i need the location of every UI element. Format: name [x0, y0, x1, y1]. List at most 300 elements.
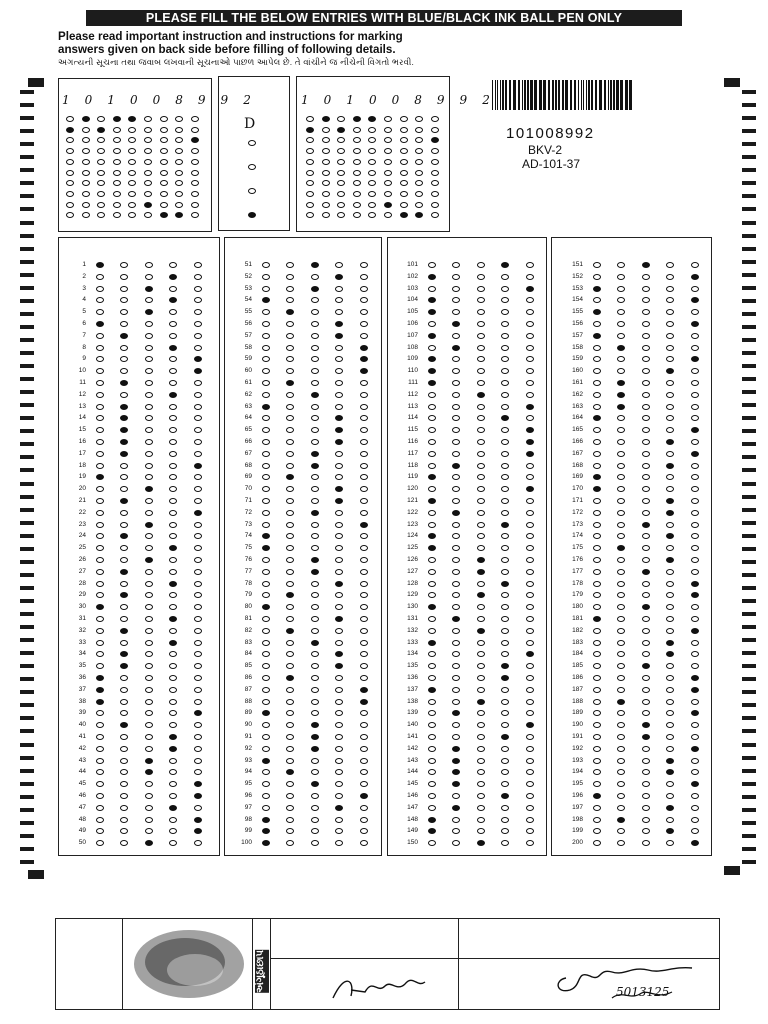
- answer-bubble[interactable]: [145, 415, 153, 421]
- answer-bubble[interactable]: [286, 486, 294, 492]
- answer-bubble[interactable]: [335, 604, 343, 610]
- answer-bubble[interactable]: [642, 463, 650, 469]
- answer-bubble[interactable]: [691, 533, 699, 539]
- answer-bubble[interactable]: [501, 793, 509, 799]
- answer-bubble[interactable]: [526, 769, 534, 775]
- booklet-digit-bubble[interactable]: [415, 127, 423, 133]
- answer-bubble[interactable]: [96, 675, 104, 681]
- answer-bubble[interactable]: [335, 498, 343, 504]
- answer-bubble[interactable]: [96, 286, 104, 292]
- answer-bubble[interactable]: [194, 840, 202, 846]
- answer-bubble[interactable]: [477, 781, 485, 787]
- roll-digit-bubble[interactable]: [128, 116, 136, 122]
- answer-bubble[interactable]: [360, 345, 368, 351]
- answer-bubble[interactable]: [428, 274, 436, 280]
- answer-bubble[interactable]: [169, 687, 177, 693]
- answer-bubble[interactable]: [452, 769, 460, 775]
- roll-digit-bubble[interactable]: [97, 127, 105, 133]
- answer-bubble[interactable]: [262, 439, 270, 445]
- roll-digit-bubble[interactable]: [97, 148, 105, 154]
- answer-bubble[interactable]: [120, 581, 128, 587]
- answer-bubble[interactable]: [617, 286, 625, 292]
- answer-bubble[interactable]: [262, 345, 270, 351]
- booklet-digit-bubble[interactable]: [353, 116, 361, 122]
- answer-bubble[interactable]: [311, 687, 319, 693]
- answer-bubble[interactable]: [194, 474, 202, 480]
- booklet-digit-bubble[interactable]: [384, 127, 392, 133]
- answer-bubble[interactable]: [477, 474, 485, 480]
- answer-bubble[interactable]: [145, 427, 153, 433]
- answer-bubble[interactable]: [360, 604, 368, 610]
- answer-bubble[interactable]: [642, 415, 650, 421]
- answer-bubble[interactable]: [452, 274, 460, 280]
- roll-digit-bubble[interactable]: [160, 170, 168, 176]
- answer-bubble[interactable]: [169, 309, 177, 315]
- answer-bubble[interactable]: [194, 734, 202, 740]
- answer-bubble[interactable]: [501, 262, 509, 268]
- answer-bubble[interactable]: [501, 545, 509, 551]
- answer-bubble[interactable]: [691, 451, 699, 457]
- answer-bubble[interactable]: [194, 286, 202, 292]
- answer-bubble[interactable]: [691, 262, 699, 268]
- answer-bubble[interactable]: [452, 368, 460, 374]
- answer-bubble[interactable]: [593, 439, 601, 445]
- answer-bubble[interactable]: [501, 817, 509, 823]
- answer-bubble[interactable]: [286, 404, 294, 410]
- answer-bubble[interactable]: [593, 675, 601, 681]
- answer-bubble[interactable]: [691, 781, 699, 787]
- answer-bubble[interactable]: [145, 840, 153, 846]
- answer-bubble[interactable]: [311, 297, 319, 303]
- answer-bubble[interactable]: [96, 309, 104, 315]
- roll-digit-bubble[interactable]: [66, 137, 74, 143]
- answer-bubble[interactable]: [145, 368, 153, 374]
- booklet-digit-bubble[interactable]: [337, 170, 345, 176]
- answer-bubble[interactable]: [286, 628, 294, 634]
- answer-bubble[interactable]: [642, 274, 650, 280]
- answer-bubble[interactable]: [666, 297, 674, 303]
- roll-digit-bubble[interactable]: [82, 148, 90, 154]
- answer-bubble[interactable]: [526, 368, 534, 374]
- answer-bubble[interactable]: [642, 699, 650, 705]
- answer-bubble[interactable]: [169, 404, 177, 410]
- answer-bubble[interactable]: [145, 533, 153, 539]
- answer-bubble[interactable]: [428, 333, 436, 339]
- roll-digit-bubble[interactable]: [113, 212, 121, 218]
- answer-bubble[interactable]: [335, 592, 343, 598]
- answer-bubble[interactable]: [526, 262, 534, 268]
- answer-bubble[interactable]: [593, 781, 601, 787]
- answer-bubble[interactable]: [691, 463, 699, 469]
- roll-digit-bubble[interactable]: [113, 127, 121, 133]
- answer-bubble[interactable]: [428, 427, 436, 433]
- answer-bubble[interactable]: [96, 380, 104, 386]
- answer-bubble[interactable]: [286, 333, 294, 339]
- answer-bubble[interactable]: [593, 333, 601, 339]
- answer-bubble[interactable]: [120, 805, 128, 811]
- roll-digit-bubble[interactable]: [175, 191, 183, 197]
- roll-digit-bubble[interactable]: [113, 170, 121, 176]
- answer-bubble[interactable]: [145, 522, 153, 528]
- answer-bubble[interactable]: [360, 687, 368, 693]
- answer-bubble[interactable]: [311, 769, 319, 775]
- answer-bubble[interactable]: [691, 581, 699, 587]
- answer-bubble[interactable]: [691, 309, 699, 315]
- answer-bubble[interactable]: [593, 309, 601, 315]
- answer-bubble[interactable]: [360, 286, 368, 292]
- booklet-digit-bubble[interactable]: [368, 127, 376, 133]
- answer-bubble[interactable]: [96, 699, 104, 705]
- answer-bubble[interactable]: [526, 604, 534, 610]
- answer-bubble[interactable]: [286, 557, 294, 563]
- answer-bubble[interactable]: [286, 592, 294, 598]
- answer-bubble[interactable]: [169, 592, 177, 598]
- answer-bubble[interactable]: [617, 404, 625, 410]
- answer-bubble[interactable]: [642, 687, 650, 693]
- answer-bubble[interactable]: [666, 817, 674, 823]
- answer-bubble[interactable]: [526, 616, 534, 622]
- answer-bubble[interactable]: [501, 474, 509, 480]
- answer-bubble[interactable]: [428, 356, 436, 362]
- booklet-digit-bubble[interactable]: [368, 116, 376, 122]
- answer-bubble[interactable]: [311, 604, 319, 610]
- answer-bubble[interactable]: [169, 474, 177, 480]
- answer-bubble[interactable]: [120, 380, 128, 386]
- answer-bubble[interactable]: [428, 415, 436, 421]
- answer-bubble[interactable]: [452, 309, 460, 315]
- answer-bubble[interactable]: [286, 345, 294, 351]
- answer-bubble[interactable]: [311, 828, 319, 834]
- answer-bubble[interactable]: [96, 817, 104, 823]
- answer-bubble[interactable]: [526, 663, 534, 669]
- answer-bubble[interactable]: [593, 262, 601, 268]
- answer-bubble[interactable]: [666, 392, 674, 398]
- answer-bubble[interactable]: [691, 604, 699, 610]
- answer-bubble[interactable]: [452, 746, 460, 752]
- answer-bubble[interactable]: [194, 486, 202, 492]
- answer-bubble[interactable]: [360, 840, 368, 846]
- answer-bubble[interactable]: [617, 274, 625, 280]
- answer-bubble[interactable]: [617, 828, 625, 834]
- roll-digit-bubble[interactable]: [160, 127, 168, 133]
- answer-bubble[interactable]: [311, 356, 319, 362]
- booklet-digit-bubble[interactable]: [415, 191, 423, 197]
- answer-bubble[interactable]: [593, 415, 601, 421]
- answer-bubble[interactable]: [145, 628, 153, 634]
- answer-bubble[interactable]: [96, 545, 104, 551]
- roll-digit-bubble[interactable]: [66, 116, 74, 122]
- answer-bubble[interactable]: [666, 781, 674, 787]
- answer-bubble[interactable]: [501, 781, 509, 787]
- answer-bubble[interactable]: [360, 415, 368, 421]
- answer-bubble[interactable]: [120, 710, 128, 716]
- roll-digit-bubble[interactable]: [97, 180, 105, 186]
- booklet-digit-bubble[interactable]: [353, 159, 361, 165]
- answer-bubble[interactable]: [642, 297, 650, 303]
- answer-bubble[interactable]: [428, 286, 436, 292]
- answer-bubble[interactable]: [428, 262, 436, 268]
- answer-bubble[interactable]: [428, 533, 436, 539]
- answer-bubble[interactable]: [593, 498, 601, 504]
- answer-bubble[interactable]: [194, 616, 202, 622]
- answer-bubble[interactable]: [477, 828, 485, 834]
- answer-bubble[interactable]: [526, 286, 534, 292]
- answer-bubble[interactable]: [526, 510, 534, 516]
- answer-bubble[interactable]: [593, 380, 601, 386]
- series-option-bubble[interactable]: [248, 140, 256, 146]
- answer-bubble[interactable]: [666, 758, 674, 764]
- answer-bubble[interactable]: [642, 439, 650, 445]
- roll-digit-bubble[interactable]: [175, 159, 183, 165]
- booklet-digit-bubble[interactable]: [368, 202, 376, 208]
- answer-bubble[interactable]: [452, 581, 460, 587]
- booklet-digit-bubble[interactable]: [400, 116, 408, 122]
- answer-bubble[interactable]: [666, 628, 674, 634]
- answer-bubble[interactable]: [452, 758, 460, 764]
- roll-digit-bubble[interactable]: [82, 180, 90, 186]
- answer-bubble[interactable]: [593, 297, 601, 303]
- answer-bubble[interactable]: [593, 805, 601, 811]
- answer-bubble[interactable]: [360, 510, 368, 516]
- answer-bubble[interactable]: [145, 297, 153, 303]
- booklet-digit-bubble[interactable]: [337, 148, 345, 154]
- answer-bubble[interactable]: [428, 628, 436, 634]
- roll-digit-bubble[interactable]: [175, 116, 183, 122]
- answer-bubble[interactable]: [642, 522, 650, 528]
- answer-bubble[interactable]: [311, 321, 319, 327]
- answer-bubble[interactable]: [691, 769, 699, 775]
- answer-bubble[interactable]: [360, 781, 368, 787]
- answer-bubble[interactable]: [666, 592, 674, 598]
- answer-bubble[interactable]: [194, 333, 202, 339]
- roll-digit-bubble[interactable]: [160, 148, 168, 154]
- answer-bubble[interactable]: [120, 533, 128, 539]
- answer-bubble[interactable]: [593, 793, 601, 799]
- answer-bubble[interactable]: [691, 522, 699, 528]
- booklet-digit-bubble[interactable]: [400, 137, 408, 143]
- answer-bubble[interactable]: [428, 687, 436, 693]
- answer-bubble[interactable]: [360, 699, 368, 705]
- answer-bubble[interactable]: [477, 817, 485, 823]
- answer-bubble[interactable]: [477, 345, 485, 351]
- roll-digit-bubble[interactable]: [175, 180, 183, 186]
- answer-bubble[interactable]: [666, 309, 674, 315]
- answer-bubble[interactable]: [286, 663, 294, 669]
- answer-bubble[interactable]: [120, 415, 128, 421]
- roll-digit-bubble[interactable]: [128, 212, 136, 218]
- answer-bubble[interactable]: [262, 309, 270, 315]
- answer-bubble[interactable]: [169, 746, 177, 752]
- answer-bubble[interactable]: [169, 439, 177, 445]
- answer-bubble[interactable]: [617, 545, 625, 551]
- answer-bubble[interactable]: [452, 533, 460, 539]
- answer-bubble[interactable]: [96, 734, 104, 740]
- booklet-digit-bubble[interactable]: [306, 137, 314, 143]
- answer-bubble[interactable]: [642, 557, 650, 563]
- answer-bubble[interactable]: [169, 486, 177, 492]
- answer-bubble[interactable]: [593, 474, 601, 480]
- answer-bubble[interactable]: [311, 592, 319, 598]
- answer-bubble[interactable]: [120, 828, 128, 834]
- answer-bubble[interactable]: [642, 651, 650, 657]
- answer-bubble[interactable]: [311, 262, 319, 268]
- answer-bubble[interactable]: [360, 368, 368, 374]
- answer-bubble[interactable]: [120, 262, 128, 268]
- answer-bubble[interactable]: [96, 345, 104, 351]
- answer-bubble[interactable]: [262, 651, 270, 657]
- answer-bubble[interactable]: [360, 392, 368, 398]
- answer-bubble[interactable]: [617, 687, 625, 693]
- answer-bubble[interactable]: [642, 722, 650, 728]
- answer-bubble[interactable]: [477, 699, 485, 705]
- answer-bubble[interactable]: [642, 710, 650, 716]
- answer-bubble[interactable]: [262, 545, 270, 551]
- answer-bubble[interactable]: [477, 840, 485, 846]
- answer-bubble[interactable]: [501, 486, 509, 492]
- answer-bubble[interactable]: [428, 474, 436, 480]
- answer-bubble[interactable]: [286, 498, 294, 504]
- answer-bubble[interactable]: [145, 746, 153, 752]
- answer-bubble[interactable]: [96, 498, 104, 504]
- answer-bubble[interactable]: [335, 710, 343, 716]
- answer-bubble[interactable]: [286, 286, 294, 292]
- booklet-digit-bubble[interactable]: [337, 191, 345, 197]
- answer-bubble[interactable]: [335, 368, 343, 374]
- answer-bubble[interactable]: [96, 793, 104, 799]
- answer-bubble[interactable]: [96, 604, 104, 610]
- answer-bubble[interactable]: [360, 758, 368, 764]
- answer-bubble[interactable]: [96, 415, 104, 421]
- answer-bubble[interactable]: [335, 345, 343, 351]
- answer-bubble[interactable]: [120, 640, 128, 646]
- booklet-digit-bubble[interactable]: [368, 180, 376, 186]
- answer-bubble[interactable]: [526, 545, 534, 551]
- booklet-digit-bubble[interactable]: [337, 202, 345, 208]
- answer-bubble[interactable]: [526, 746, 534, 752]
- answer-bubble[interactable]: [477, 569, 485, 575]
- answer-bubble[interactable]: [642, 675, 650, 681]
- answer-bubble[interactable]: [593, 345, 601, 351]
- answer-bubble[interactable]: [452, 427, 460, 433]
- booklet-digit-bubble[interactable]: [368, 137, 376, 143]
- answer-bubble[interactable]: [169, 451, 177, 457]
- answer-bubble[interactable]: [526, 687, 534, 693]
- answer-bubble[interactable]: [360, 592, 368, 598]
- answer-bubble[interactable]: [452, 522, 460, 528]
- answer-bubble[interactable]: [691, 474, 699, 480]
- answer-bubble[interactable]: [501, 758, 509, 764]
- answer-bubble[interactable]: [311, 533, 319, 539]
- answer-bubble[interactable]: [617, 781, 625, 787]
- answer-bubble[interactable]: [642, 321, 650, 327]
- answer-bubble[interactable]: [617, 439, 625, 445]
- answer-bubble[interactable]: [666, 663, 674, 669]
- answer-bubble[interactable]: [120, 746, 128, 752]
- answer-bubble[interactable]: [428, 380, 436, 386]
- roll-digit-bubble[interactable]: [82, 170, 90, 176]
- answer-bubble[interactable]: [452, 675, 460, 681]
- answer-bubble[interactable]: [691, 805, 699, 811]
- answer-bubble[interactable]: [642, 451, 650, 457]
- answer-bubble[interactable]: [262, 557, 270, 563]
- answer-bubble[interactable]: [428, 722, 436, 728]
- answer-bubble[interactable]: [642, 533, 650, 539]
- answer-bubble[interactable]: [335, 510, 343, 516]
- answer-bubble[interactable]: [262, 758, 270, 764]
- answer-bubble[interactable]: [335, 333, 343, 339]
- roll-digit-bubble[interactable]: [191, 159, 199, 165]
- answer-bubble[interactable]: [691, 274, 699, 280]
- answer-bubble[interactable]: [691, 439, 699, 445]
- answer-bubble[interactable]: [262, 746, 270, 752]
- booklet-digit-bubble[interactable]: [384, 159, 392, 165]
- answer-bubble[interactable]: [617, 628, 625, 634]
- answer-bubble[interactable]: [666, 474, 674, 480]
- answer-bubble[interactable]: [642, 427, 650, 433]
- answer-bubble[interactable]: [593, 451, 601, 457]
- roll-digit-bubble[interactable]: [82, 191, 90, 197]
- answer-bubble[interactable]: [428, 368, 436, 374]
- answer-bubble[interactable]: [691, 710, 699, 716]
- answer-bubble[interactable]: [617, 510, 625, 516]
- answer-bubble[interactable]: [501, 297, 509, 303]
- series-option-bubble[interactable]: [248, 164, 256, 170]
- answer-bubble[interactable]: [286, 474, 294, 480]
- answer-bubble[interactable]: [311, 699, 319, 705]
- roll-digit-bubble[interactable]: [128, 159, 136, 165]
- answer-bubble[interactable]: [286, 651, 294, 657]
- answer-bubble[interactable]: [691, 840, 699, 846]
- answer-bubble[interactable]: [311, 274, 319, 280]
- answer-bubble[interactable]: [360, 769, 368, 775]
- answer-bubble[interactable]: [452, 628, 460, 634]
- booklet-digit-bubble[interactable]: [306, 170, 314, 176]
- roll-digit-bubble[interactable]: [175, 127, 183, 133]
- answer-bubble[interactable]: [666, 687, 674, 693]
- answer-bubble[interactable]: [666, 734, 674, 740]
- answer-bubble[interactable]: [262, 592, 270, 598]
- answer-bubble[interactable]: [617, 427, 625, 433]
- answer-bubble[interactable]: [194, 356, 202, 362]
- answer-bubble[interactable]: [593, 604, 601, 610]
- answer-bubble[interactable]: [335, 628, 343, 634]
- answer-bubble[interactable]: [428, 758, 436, 764]
- answer-bubble[interactable]: [452, 663, 460, 669]
- answer-bubble[interactable]: [335, 640, 343, 646]
- answer-bubble[interactable]: [96, 522, 104, 528]
- answer-bubble[interactable]: [145, 274, 153, 280]
- roll-digit-bubble[interactable]: [128, 170, 136, 176]
- answer-bubble[interactable]: [120, 675, 128, 681]
- booklet-digit-bubble[interactable]: [400, 127, 408, 133]
- answer-bubble[interactable]: [593, 699, 601, 705]
- answer-bubble[interactable]: [617, 722, 625, 728]
- answer-bubble[interactable]: [262, 286, 270, 292]
- answer-bubble[interactable]: [360, 498, 368, 504]
- answer-bubble[interactable]: [617, 557, 625, 563]
- answer-bubble[interactable]: [617, 793, 625, 799]
- answer-bubble[interactable]: [169, 675, 177, 681]
- answer-bubble[interactable]: [428, 557, 436, 563]
- answer-bubble[interactable]: [642, 262, 650, 268]
- answer-bubble[interactable]: [526, 345, 534, 351]
- answer-bubble[interactable]: [145, 345, 153, 351]
- answer-bubble[interactable]: [262, 710, 270, 716]
- answer-bubble[interactable]: [96, 840, 104, 846]
- answer-bubble[interactable]: [642, 392, 650, 398]
- answer-bubble[interactable]: [477, 286, 485, 292]
- answer-bubble[interactable]: [617, 734, 625, 740]
